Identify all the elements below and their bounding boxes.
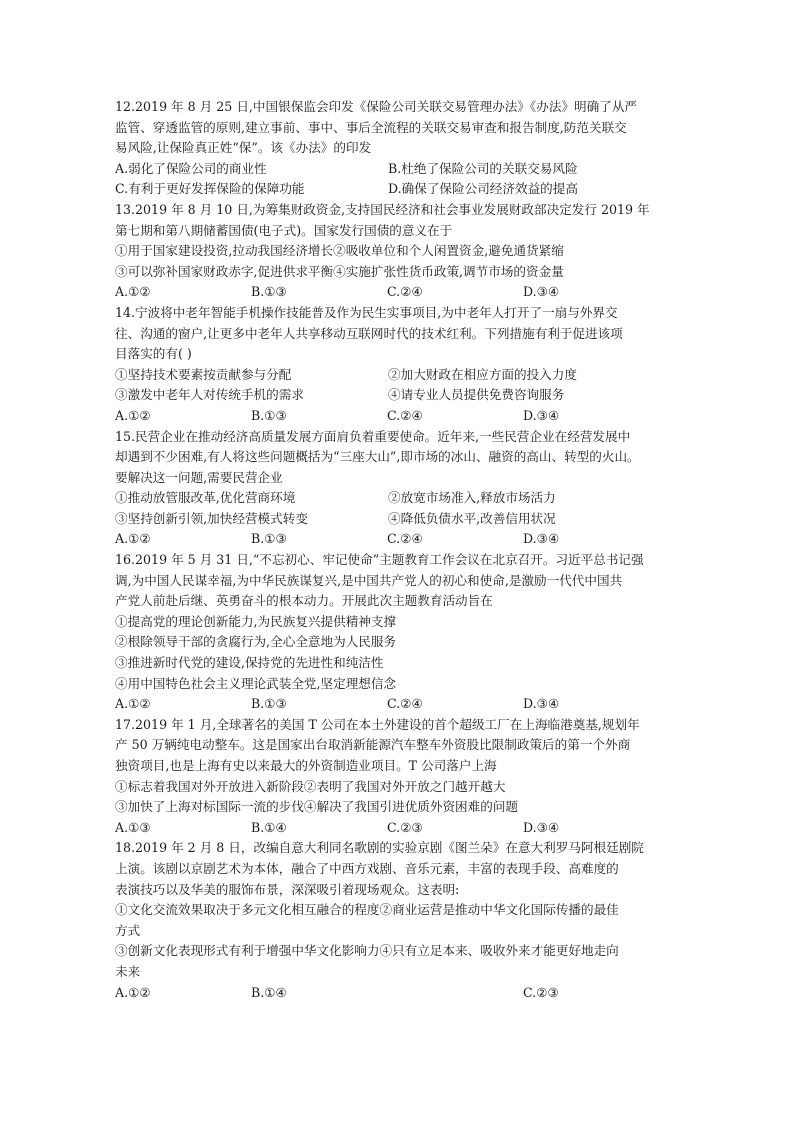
question-15-option-c[interactable]: C.②④ <box>387 531 423 547</box>
question-15-item-2: ②放宽市场准入,释放市场活力 <box>388 490 556 506</box>
question-16-item-2: ②根除领导干部的贪腐行为,全心全意地为人民服务 <box>115 634 397 650</box>
question-16-options <box>115 694 685 715</box>
question-17 <box>115 715 685 839</box>
question-18-item-line-4: 未来 <box>115 963 141 979</box>
question-15-item-4: ④降低负债水平,改善信用状况 <box>388 510 556 526</box>
question-13-option-a[interactable]: A.①② <box>115 284 151 300</box>
question-12-stem-line-2: 监管、穿透监管的原则,建立事前、事中、事后全流程的关联交易审查和报告制度,防范关联交 <box>115 119 627 135</box>
question-13-stem-line-1: 13.2019 年 8 月 10 日,为筹集财政资金,支持国民经济和社会事业发展财政部决定发行 2019 年 <box>115 201 650 217</box>
question-14-items-row-2 <box>115 385 685 406</box>
question-14-option-b[interactable]: B.①③ <box>251 407 287 423</box>
question-14-stem-line-3: 目落实的有( ) <box>115 346 192 362</box>
question-16-option-a[interactable]: A.①② <box>115 696 151 712</box>
question-18-item-line-2: 方式 <box>115 922 141 938</box>
question-14 <box>115 303 685 427</box>
question-17-option-b[interactable]: B.①④ <box>251 819 287 835</box>
question-18-option-b[interactable]: B.①④ <box>251 984 287 1000</box>
question-12-option-c[interactable]: C.有利于更好发挥保险的保障功能 <box>115 181 305 197</box>
question-14-item-1: ①坚持技术要素按贡献参与分配 <box>115 366 292 382</box>
question-15-items-row-2 <box>115 509 685 530</box>
question-16-stem-line-1: 16.2019 年 5 月 31 日,“不忘初心、牢记使命”主题教育工作会议在北京召开。习近平总书记强 <box>115 552 644 568</box>
question-16-option-c[interactable]: C.②④ <box>387 696 423 712</box>
question-12-stem-line-3: 易风险,让保险真正姓“保”。该《办法》的印发 <box>115 140 372 156</box>
question-17-option-c[interactable]: C.②③ <box>387 819 423 835</box>
question-13-option-c[interactable]: C.②④ <box>387 284 423 300</box>
question-18-option-c[interactable]: C.②③ <box>523 984 559 1000</box>
question-17-options <box>115 818 685 839</box>
question-15-item-1: ①推动放管服改革,优化营商环境 <box>115 490 296 506</box>
question-15-stem-line-2: 却遇到不少困难,有人将这些问题概括为“三座大山”,即市场的冰山、融资的高山、转型的火山。 <box>115 449 640 465</box>
question-15-option-d[interactable]: D.③④ <box>523 531 560 547</box>
question-18-stem-line-1: 18.2019 年 2 月 8 日，改编自意大利同名歌剧的实验京剧《图兰朵》在意大利罗马阿根廷剧院 <box>115 840 644 856</box>
question-17-stem-line-1: 17.2019 年 1 月,全球著名的美国 T 公司在本土外建设的首个超级工厂在上海临港奠基,规划年 <box>115 716 640 732</box>
question-18-stem-line-3: 表演技巧以及华美的服饰布景，深深吸引着现场观众。这表明: <box>115 881 460 897</box>
question-12-option-a[interactable]: A.弱化了保险公司的商业性 <box>115 160 267 176</box>
question-13-stem-line-2: 第七期和第八期储蓄国债(电子式)。国家发行国债的意义在于 <box>115 222 453 238</box>
question-18-option-a[interactable]: A.①② <box>115 984 151 1000</box>
question-18 <box>115 838 685 1003</box>
question-12-stem-line-1: 12.2019 年 8 月 25 日,中国银保监会印发《保险公司关联交易管理办法》《办法》明确了从严 <box>115 99 638 114</box>
question-18-item-line-1: ①文化交流效果取决于多元文化相互融合的程度②商业运营是推动中华文化国际传播的最佳 <box>115 902 619 918</box>
question-13 <box>115 200 685 303</box>
question-13-item-line-2: ③可以弥补国家财政赤字,促进供求平衡④实施扩张性货币政策,调节市场的资金量 <box>115 263 564 279</box>
question-14-item-3: ③激发中老年人对传统手机的需求 <box>115 387 304 403</box>
exam-page <box>115 97 685 1003</box>
question-12-options-row-1 <box>115 159 685 180</box>
question-15 <box>115 427 685 551</box>
question-18-stem-line-2: 上演。该剧以京剧艺术为本体，融合了中西方戏剧、音乐元素，丰富的表现手段、高难度的 <box>115 860 619 876</box>
question-17-item-line-1: ①标志着我国对外开放进入新阶段②表明了我国对外开放之门越开越大 <box>115 778 506 794</box>
question-14-option-d[interactable]: D.③④ <box>523 407 560 423</box>
question-13-option-d[interactable]: D.③④ <box>523 284 560 300</box>
question-16 <box>115 550 685 715</box>
question-17-option-d[interactable]: D.③④ <box>523 819 560 835</box>
question-14-stem-line-2: 往、沟通的窗户,让更多中老年人共享移动互联网时代的技术红利。下列措施有利于促进该项 <box>115 325 623 341</box>
question-14-item-4: ④请专业人员提供免费咨询服务 <box>388 387 565 403</box>
question-18-item-line-3: ③创新文化表现形式有利于增强中华文化影响力④只有立足本来、吸收外来才能更好地走向 <box>115 943 619 959</box>
question-15-option-b[interactable]: B.①③ <box>251 531 287 547</box>
question-16-item-3: ③推进新时代党的建设,保持党的先进性和纯洁性 <box>115 655 384 671</box>
question-13-option-b[interactable]: B.①③ <box>251 284 287 300</box>
question-16-option-b[interactable]: B.①③ <box>251 696 287 712</box>
question-12-option-b[interactable]: B.杜绝了保险公司的关联交易风险 <box>388 160 578 176</box>
question-13-item-line-1: ①用于国家建设投资,拉动我国经济增长②吸收单位和个人闲置资金,避免通货紧缩 <box>115 243 564 259</box>
question-14-item-2: ②加大财政在相应方面的投入力度 <box>388 366 577 382</box>
question-16-item-4: ④用中国特色社会主义理论武装全党,坚定理想信念 <box>115 675 397 691</box>
question-18-option-spacer <box>387 983 523 1004</box>
question-15-stem-line-3: 要解决这一问题,需要民营企业 <box>115 469 283 485</box>
question-15-item-3: ③坚持创新引领,加快经营模式转变 <box>115 510 308 526</box>
question-15-items-row-1 <box>115 488 685 509</box>
question-14-option-a[interactable]: A.①② <box>115 407 151 423</box>
question-14-stem-line-1: 14.宁波将中老年智能手机操作技能普及作为民生实事项目,为中老年人打开了一扇与外界交 <box>115 304 618 320</box>
question-18-options <box>115 983 685 1004</box>
question-16-option-d[interactable]: D.③④ <box>523 696 560 712</box>
question-15-options <box>115 529 685 550</box>
question-14-option-c[interactable]: C.②④ <box>387 407 423 423</box>
question-15-stem-line-1: 15.民营企业在推动经济高质量发展方面肩负着重要使命。近年来,一些民营企业在经营发展中 <box>115 428 631 444</box>
question-12 <box>115 97 685 200</box>
question-14-options <box>115 406 685 427</box>
question-17-stem-line-2: 产 50 万辆纯电动整车。这是国家出台取消新能源汽车整车外资股比限制政策后的第一个外商 <box>115 737 631 753</box>
question-12-option-d[interactable]: D.确保了保险公司经济效益的提高 <box>388 181 578 197</box>
question-16-stem-line-2: 调,为中国人民谋幸福,为中华民族谋复兴,是中国共产党人的初心和使命,是激励一代代中国共 <box>115 572 623 588</box>
question-17-item-line-2: ③加快了上海对标国际一流的步伐④解决了我国引进优质外资困难的问题 <box>115 799 518 815</box>
question-14-items-row-1 <box>115 365 685 386</box>
question-16-stem-line-3: 产党人前赴后继、英勇奋斗的根本动力。开展此次主题教育活动旨在 <box>115 593 493 609</box>
question-17-option-a[interactable]: A.①③ <box>115 819 151 835</box>
question-16-item-1: ①提高党的理论创新能力,为民族复兴提供精神支撑 <box>115 613 397 629</box>
question-15-option-a[interactable]: A.①② <box>115 531 151 547</box>
question-12-options-row-2 <box>115 179 685 200</box>
question-13-options <box>115 282 685 303</box>
question-17-stem-line-3: 独资项目,也是上海有史以来最大的外资制造业项目。T 公司落户上海 <box>115 758 497 773</box>
